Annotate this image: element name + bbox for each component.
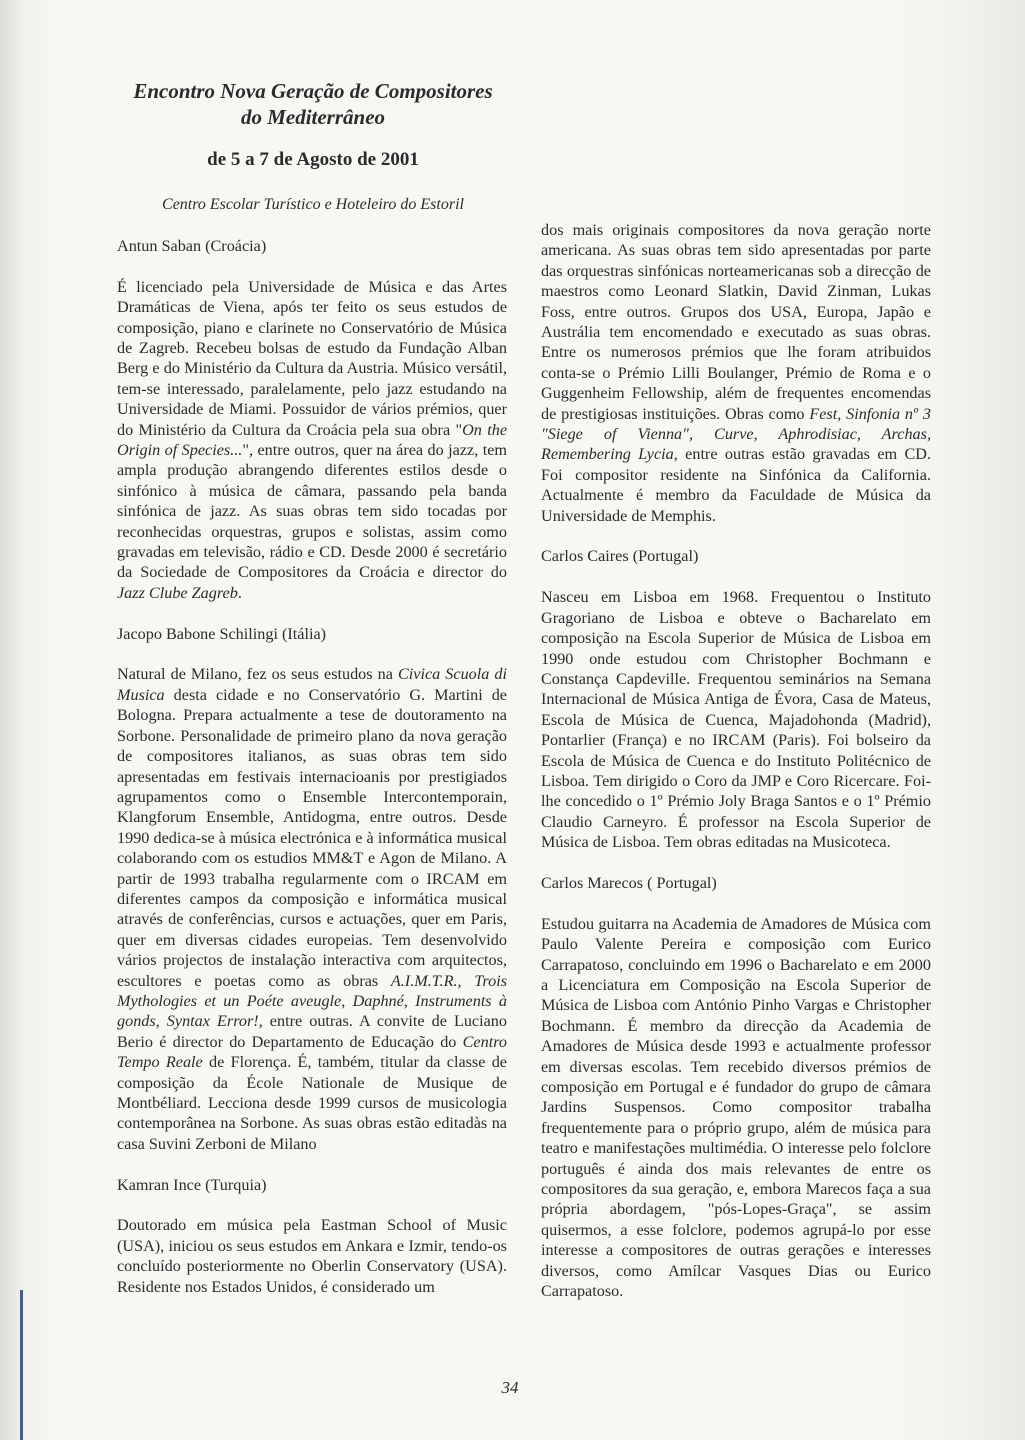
bio-text: Doutorado em música pela Eastman School of Music (USA), iniciou os seus estudos em Ankara e Izmir, tendo-os concluído posteriormente no Oberlin Conservatory (USA). Residente nos Estados Unidos, é considerado um [117,1216,507,1296]
bio-text: desta cidade e no Conservatório G. Martini de Bologna. Prepara actualmente a tese de doutoramento na Sorbone. Personalidade de primeiro plano da nova geração de compositores italianos, as suas obras tem sido apresentadas em festivais internacioanis por prestigiados agrupamentos como o Ensemble Intercontemporain, Klangforum Ensemble, Antidogma, entre outros. Desde 1990 dedica-se à música electrónica e à informática musical colaborando com os estudios MM&T e Agon de Milano. A partir de 1993 trabalha regularmente com o IRCAM em diferentes campos da composição e informática musical através de conferências, cursos e actuações, quer em Paris, quer em diversas cidades europeias. Tem desenvolvido vários projectos de instalação interactiva com arquitectos, escultores e poetas como as obras [117,685,507,990]
title-line-1: Encontro Nova Geração de Compositores [133,79,493,103]
bio-text: Natural de Milano, fez os seus estudos na [117,665,398,684]
right-column [541,220,931,1322]
left-column [117,236,507,1317]
bio-text: É licenciado pela Universidade de Música e das Artes Dramáticas de Viena, após ter feito os seus estudos de composição, piano e clarinete no Conservatório de Música de Zagreb. Recebeu bolsas de estudo da Fundação Alban Berg e do Ministério da Cultura da Austria. Músico versátil, tem-se interessado, paralelamente, pelo jazz estudando na Universidade de Miami. Possuidor de vários prémios, quer do Ministério da Cultura da Croácia pela sua obra " [117,277,507,439]
composer-name-schilingi: Jacopo Babone Schilingi (Itália) [117,624,327,643]
school-name: Civica Scuola di Musica [117,665,508,704]
bio-text: Nasceu em Lisboa em 1968. Frequentou o Instituto Gragoriano de Lisboa e obteve o Bacharelato em composição na Escola Superior de Música de Lisboa em 1990 onde estudou com Christopher Bochmann e Constança Capdeville. Frequentou seminários na Semana Internacional de Música Antiga de Évora, Casa de Mateus, Escola de Música de Cuenca, Majadohonda (Madrid), Pontarlier (França) e no IRCAM (Paris). Foi bolseiro da Escola de Música de Cuenca e do Instituto Politécnico de Lisboa. Tem dirigido o Coro da JMP e Coro Ricercare. Foi-lhe concedido o 1º Prémio Joly Braga Santos e o 1º Prémio Claudio Carneyro. É professor na Escola Superior de Música de Lisboa. Tem obras editadas na Musicoteca. [541,588,931,852]
bio-text: . [237,583,242,602]
composer-name-ince: Kamran Ince (Turquia) [117,1175,267,1194]
institution-name: Centro Tempo Reale [117,1032,507,1072]
composer-bio-ince-continued [541,220,931,526]
composer-name-saban: Antun Saban (Croácia) [117,237,267,255]
work-titles: Fest, Sinfonia nº 3 "Siege of Vienna", Curve, Aphrodisiac, Archas, Remembering Lycia [541,404,931,464]
bio-text: Estudou guitarra na Academia de Amadores de Música com Paulo Valente Pereira e composição com Eurico Carrapatoso, concluindo em 1996 o Bacharelato e em 2000 a Licenciatura em Composição na Escola Superior de Música de Lisboa com António Pinho Vargas e Christopher Bochmann. É membro da direcção da Academia de Amadores de Música desde 1993 e actualmente professor em diversas escolas. Tem recebido diversos prémios de composição em Portugal e é fundador do grupo de câmara Jardins Suspensos. Como compositor trabalha frequentemente para o próprio grupo, além de música para teatro e manifestações multimédia. O interesse pelo folclore português é ainda dos mais relevantes de entre os compositores da sua geração, e, embora Marecos faça a sua própria abordagem, "pós-Lopes-Graça", se assim quisermos, a esse folclore, podemos agrupá-lo por esse interesse a compositores de outras gerações e interesses diversos, como Amílcar Vasques Dias ou Eurico Carrapatoso. [541,914,931,1301]
work-titles: A.I.M.T.R., Trois Mythologies et un Poéte aveugle, Daphné, Instruments à gonds, Syntax Error! [117,971,507,1031]
bio-text: ", entre outros, quer na área do jazz, tem ampla produção abrangendo diferentes estilos desde o sinfónico à música de câmara, passando pela banda sinfónica de jazz. As suas obras tem sido tocadas por reconhecidas orquestras, grupos e solistas, assim como gravadas em televisão, rádio e CD. Desde 2000 é secretário da Sociedade de Compositores da Croácia e director do [117,441,507,582]
club-name: Jazz Clube Zagreb [117,583,238,602]
composer-bio-saban [117,277,507,604]
page-title [118,78,508,130]
binding-edge-line [20,1290,23,1440]
event-dates: de 5 a 7 de Agosto de 2001 [207,149,419,170]
bio-text: dos mais originais compositores da nova geração norte americana. As suas obras tem sido apresentadas por parte das orquestras sinfónicas norteamericanas sob a direcção de maestros como Leonard Slatkin, David Zinman, Lukas Foss, entre outros. Grupos dos USA, Europa, Japão e Austrália tem encomendado e executado as suas obras. Entre os numerosos prémios que lhe foram atribuidos conta-se o Prémio Lilli Boulanger, Prémio de Roma e o Guggenheim Fellowship, além de frequentes encomendas de prestigiosas instituições. Obras como [541,221,931,423]
composer-name-marecos: Carlos Marecos ( Portugal) [541,873,717,892]
composer-bio-marecos [541,914,931,1302]
composer-bio-ince [117,1215,507,1297]
bio-text: , entre outras. A convite de Luciano Berio é director do Departamento de Educação do [117,1012,507,1051]
composer-bio-schilingi [117,664,507,1154]
composer-name-caires: Carlos Caires (Portugal) [541,547,699,566]
bio-text: de Florença. É, também, titular da classe de composição da École Nationale de Musique de Montbéliard. Lecciona desde 1999 cursos de musicologia contemporânea na Sorbone. As suas obras estão editadàs na casa Suvini Zerboni de Milano [117,1053,507,1153]
work-title: On the Origin of Species... [117,420,507,460]
title-line-2: do Mediterrâneo [240,105,386,129]
bio-text: , entre outras estão gravadas em CD. Foi compositor residente na Sinfónica da California. Actualmente é membro da Faculdade de Música da Universidade de Memphis. [541,445,931,525]
page-number: 34 [501,1378,519,1397]
composer-bio-caires [541,587,931,852]
event-venue: Centro Escolar Turístico e Hoteleiro do Estoril [162,196,464,213]
